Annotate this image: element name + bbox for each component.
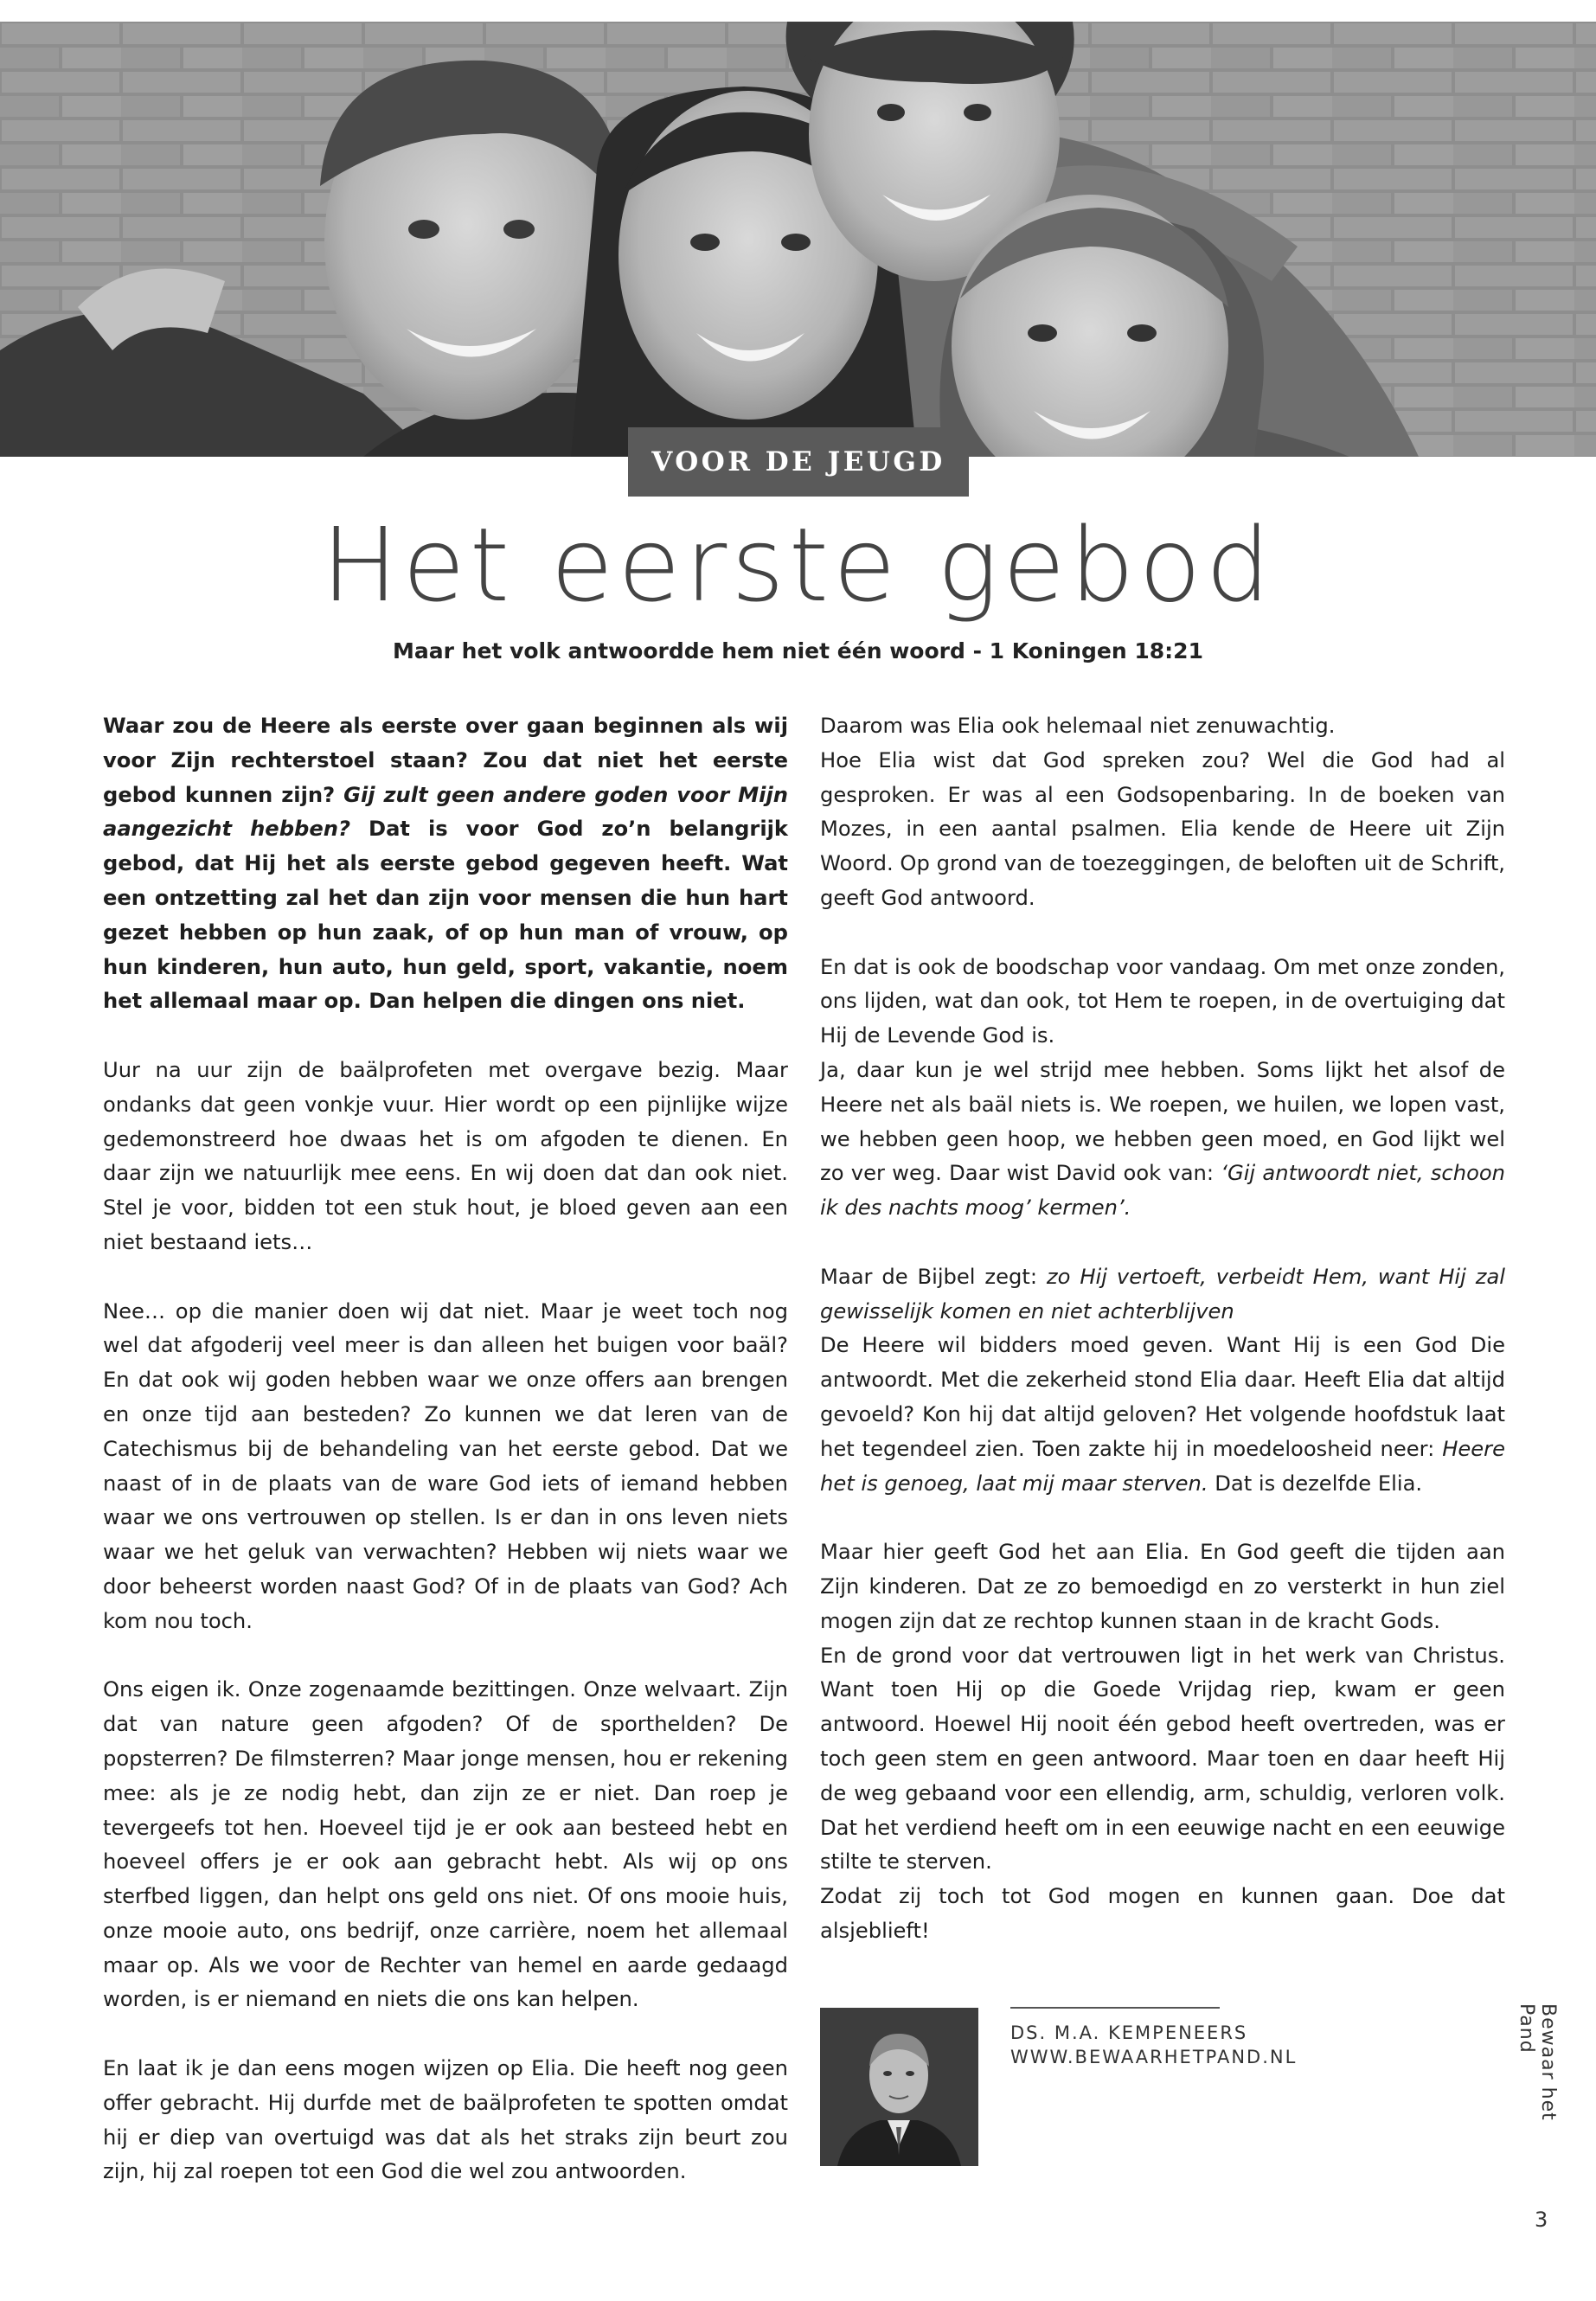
author-photo bbox=[820, 2008, 978, 2166]
publication-label: Bewaar het Pand bbox=[1516, 2003, 1559, 2121]
paragraph: Uur na uur zijn de baälprofeten met overgave bezig. Maar ondanks dat geen vonkje vuur. Hier wordt op een pijnlijke wijze gedemonstreerd hoe dwaas het is om afgoden te dienen. En daar zijn we natuurlijk mee eens. En wij doen dat dan ook niet. Stel je voor, bidden tot een stuk hout, je bloed geven aan een niet bestaand iets… bbox=[103, 1057, 788, 1254]
lead-text-2: Dat is voor God zo’n belangrijk gebod, dat Hij het als eerste gebod gegeven heeft. Wat een ontzetting zal het dan zijn voor mensen die hun hart gezet hebben op hun zaak, of op hun man of vrouw, op hun kinderen, hun auto, hun geld, sport, vakantie, noem het allemaal maar op. Dan helpen die dingen ons niet. bbox=[103, 817, 788, 1014]
author-divider bbox=[1010, 2007, 1220, 2009]
paragraph: En laat ik je dan eens mogen wijzen op Elia. Die heeft nog geen offer gebracht. Hij durfde met de baälprofeten te spotten omdat hij er diep van overtuigd was dat als het straks zijn beurt zou zijn, hij zal roepen tot een God die wel zou antwoorden. bbox=[103, 2056, 788, 2184]
lead-quote: Gij zult geen andere goden voor Mijn aangezicht hebben? bbox=[103, 782, 788, 842]
paragraph: En dat is ook de boodschap voor vandaag. Om met onze zonden, ons lijden, wat dan ook, tot Hem te roepen, in de overtuiging dat Hij de Levende God is. bbox=[820, 954, 1505, 1048]
paragraph: Hoe Elia wist dat God spreken zou? Wel die God had al gesproken. Er was al een Godsopenbaring. In de boeken van Mozes, in een aantal psalmen. Elia kende de Heere uit Zijn Woord. Op grond van de toezeggingen, de beloften uit de Schrift, geeft God antwoord. bbox=[820, 747, 1505, 910]
elia-quote: Heere het is genoeg, laat mij maar sterven. bbox=[820, 1436, 1505, 1496]
author-name: DS. M.A. KEMPENEERS bbox=[1010, 2022, 1248, 2043]
paragraph bbox=[820, 1054, 1505, 1226]
paragraph: Nee… op die manier doen wij dat niet. Maar je weet toch nog wel dat afgoderij veel meer is dan alleen het buigen voor baäl? En dat ook wij goden hebben waar we onze offers aan brengen en onze tijd aan besteden? Zo kunnen we dat leren van de Catechismus bij de behandeling van het eerste gebod. Dat we naast of in de plaats van de ware God iets of iemand hebben waar we ons vertrouwen op stellen. Is er dan in ons leven niets waar we het geluk van verwachten? Hebben wij niets waar we door beheerst worden naast God? Of in de plaats van God? Ach kom nou toch. bbox=[103, 1298, 788, 1633]
bible-quote: zo Hij vertoeft, verbeidt Hem, want Hij zal gewisselijk komen en niet achterblijven bbox=[820, 1264, 1505, 1324]
paragraph: En de grond voor dat vertrouwen ligt in het werk van Christus. Want toen Hij op die Goede Vrijdag riep, kwam er geen antwoord. Hoewel Hij nooit één gebod heeft overtreden, was er toch geen stem en geen antwoord. Maar toen en daar heeft Hij de weg gebaand voor een ellendig, arm, schuldig, verloren volk. Dat het verdiend heeft om in een eeuwige nacht en een eeuwige stilte te sterven. bbox=[820, 1643, 1505, 1875]
paragraph-text: Ja, daar kun je wel strijd mee hebben. Soms lijkt het alsof de Heere net als baäl niets is. We roepen, we huilen, we lopen vast, we hebben geen hoop, we hebben geen moed, en God lijkt wel zo ver weg. Daar wist David ook van: bbox=[820, 1057, 1505, 1186]
paragraph bbox=[820, 1329, 1505, 1501]
page-title: Het eerste gebod bbox=[321, 505, 1275, 625]
psalm-quote: ‘Gij antwoordt niet, schoon ik des nachts moog’ kermen’. bbox=[820, 1161, 1505, 1221]
paragraph: Ons eigen ik. Onze zogenaamde bezittingen. Onze welvaart. Zijn dat van nature geen afgoden? Of de sporthelden? De popsterren? De filmsterren? Maar jonge mensen, hou er rekening mee: als je ze nodig hebt, dan zijn ze er niet. Dan roep je tevergeefs tot hen. Hoeveel tijd je er ook aan besteed hebt en hoeveel offers je er ook aan gebracht hebt. Als wij op ons sterfbed liggen, dan helpt ons geld ons niet. Of ons mooie huis, onze mooie auto, ons bedrijf, onze carrière, noem het allemaal maar op. Als we voor de Rechter van hemel en aarde gedaagd worden, is er niemand en niets die ons kan helpen. bbox=[103, 1677, 788, 2012]
paragraph: Maar hier geeft God het aan Elia. En God geeft die tijden aan Zijn kinderen. Dat ze zo bemoedigd en zo versterkt in hun ziel mogen zijn dat ze rechtop kunnen staan in de kracht Gods. bbox=[820, 1540, 1505, 1633]
lead-text-1: Waar zou de Heere als eerste over gaan beginnen als wij voor Zijn rechterstoel staan? Zou dat niet het eerste gebod kunnen zijn? bbox=[103, 714, 788, 807]
paragraph-text: Dat is dezelfde Elia. bbox=[1208, 1471, 1423, 1496]
page-number: 3 bbox=[1535, 2208, 1548, 2232]
hero-photo bbox=[0, 22, 1596, 457]
paragraph-text: De Heere wil bidders moed geven. Want Hij is een God Die antwoordt. Met die zekerheid stond Elia daar. Heeft Elia dat altijd gevoeld? Kon hij dat altijd geloven? Het volgende hoofdstuk laat het tegendeel zien. Toen zakte hij in moedeloosheid neer: bbox=[820, 1333, 1505, 1461]
article-column-right bbox=[820, 709, 1505, 1983]
author-portrait bbox=[820, 2008, 978, 2166]
page-subtitle: Maar het volk antwoordde hem niet één woord - 1 Koningen 18:21 bbox=[393, 638, 1203, 663]
paragraph bbox=[820, 1260, 1505, 1330]
author-website: WWW.BEWAARHETPAND.NL bbox=[1010, 2047, 1298, 2067]
section-badge: VOOR DE JEUGD bbox=[628, 427, 969, 497]
hero-photo-illustration bbox=[0, 22, 1596, 457]
paragraph: Daarom was Elia ook helemaal niet zenuwachtig. bbox=[820, 714, 1336, 738]
paragraph: Zodat zij toch tot God mogen en kunnen gaan. Doe dat alsjeblieft! bbox=[820, 1884, 1505, 1943]
article-lead bbox=[103, 709, 788, 1019]
paragraph-text: Maar de Bijbel zegt: bbox=[820, 1264, 1047, 1289]
article-column-left bbox=[103, 709, 788, 2224]
